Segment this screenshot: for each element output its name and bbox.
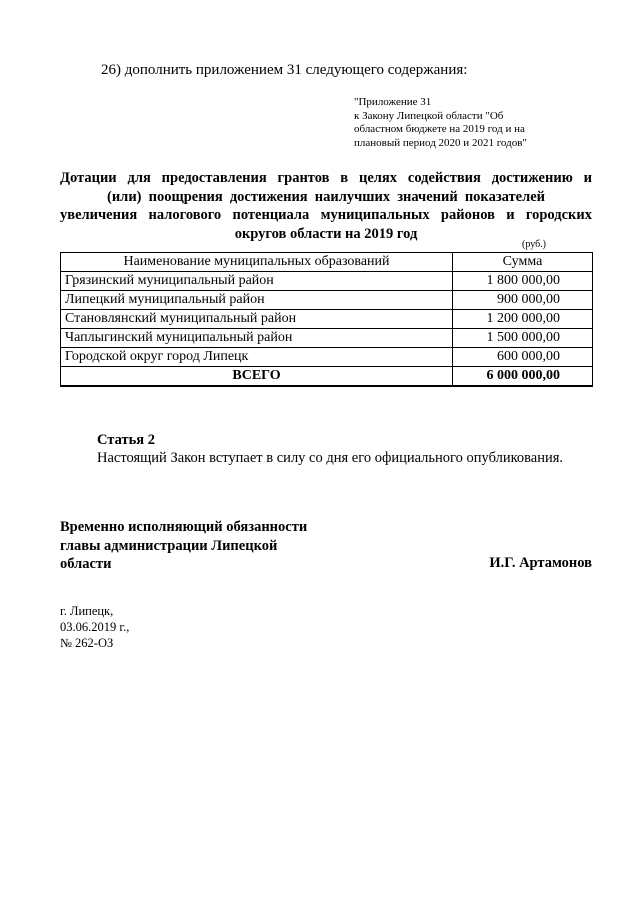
appendix-note	[354, 96, 527, 150]
signer-position-line: области	[60, 556, 112, 572]
table-header-row	[61, 253, 593, 272]
item-26-text: 26) дополнить приложением 31 следующего содержания:	[101, 62, 468, 78]
signer-position	[60, 518, 307, 574]
total-amount: 6 000 000,00	[453, 367, 593, 387]
total-label: ВСЕГО	[61, 367, 453, 387]
appendix-note-line: областном бюджете на 2019 год и на	[354, 123, 525, 135]
footer-place: г. Липецк,	[60, 604, 114, 618]
unit-label: (руб.)	[522, 239, 546, 250]
row-name: Липецкий муниципальный район	[61, 291, 453, 310]
appendix-note-line: плановый период 2020 и 2021 годов"	[354, 136, 527, 149]
table-row	[61, 272, 593, 291]
footer-number: № 262-ОЗ	[60, 636, 114, 650]
row-amount: 1 200 000,00	[453, 310, 593, 329]
column-header-amount: Сумма	[453, 253, 593, 272]
title-line: (или) поощрения достижения наилучших значений показателей	[107, 188, 545, 205]
signer-position-line: Временно исполняющий обязанности	[60, 519, 308, 535]
title-line: увеличения налогового потенциала муниципальных районов и городских	[60, 207, 592, 223]
table-row	[61, 329, 593, 348]
grants-table	[60, 252, 593, 387]
row-name: Чаплыгинский муниципальный район	[61, 329, 453, 348]
appendix-note-line: к Закону Липецкой области "Об	[354, 109, 504, 122]
title-line: округов области на 2019 год	[234, 225, 418, 242]
column-header-name: Наименование муниципальных образований	[61, 253, 453, 272]
table-row	[61, 291, 593, 310]
signer-position-line: главы администрации Липецкой	[60, 537, 278, 554]
row-name: Городской округ город Липецк	[61, 348, 453, 367]
signer-name: И.Г. Артамонов	[489, 555, 592, 571]
table-total-row	[61, 367, 593, 387]
footer-date: 03.06.2019 г.,	[60, 620, 130, 634]
document-title	[60, 169, 592, 243]
row-name: Грязинский муниципальный район	[61, 272, 453, 291]
article-heading: Статья 2	[97, 432, 155, 448]
table-row	[61, 348, 593, 367]
row-amount: 900 000,00	[453, 291, 593, 310]
row-amount: 600 000,00	[453, 348, 593, 367]
article-text: Настоящий Закон вступает в силу со дня его официального опубликования.	[97, 450, 564, 466]
document-footer	[60, 603, 129, 651]
row-amount: 1 500 000,00	[453, 329, 593, 348]
table-row	[61, 310, 593, 329]
title-line: Дотации для предоставления грантов в целях содействия достижению и	[60, 170, 592, 186]
appendix-note-line: "Приложение 31	[354, 96, 432, 108]
row-amount: 1 800 000,00	[453, 272, 593, 291]
row-name: Становлянский муниципальный район	[61, 310, 453, 329]
